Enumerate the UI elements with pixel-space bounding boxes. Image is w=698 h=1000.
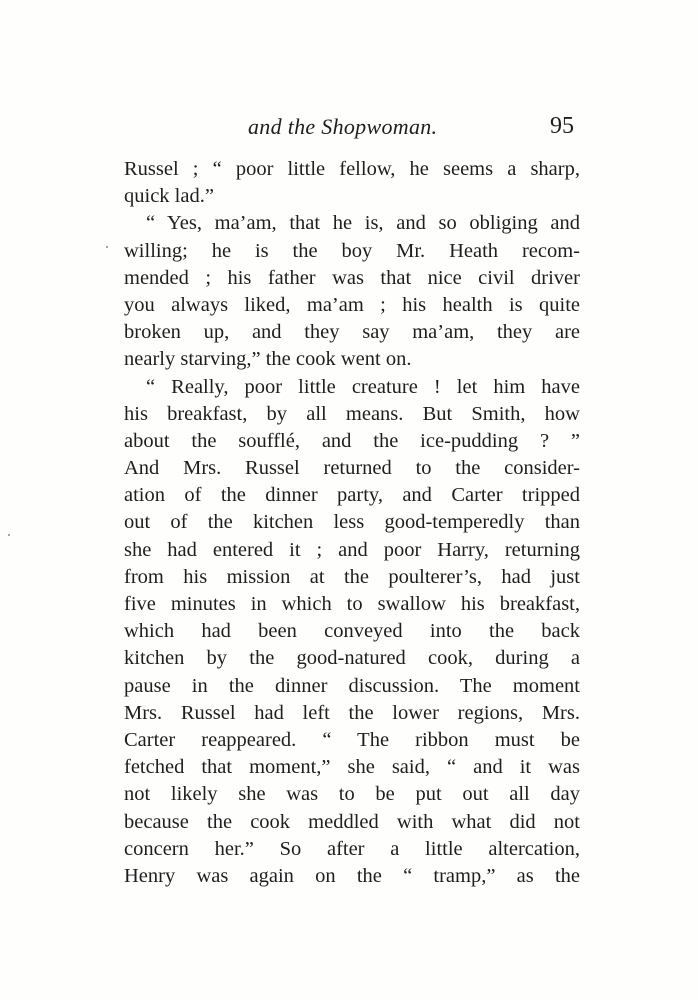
text-line: “ Yes, ma’am, that he is, and so obliging and (146, 212, 580, 235)
paper-speck (106, 246, 108, 248)
text-line: she had entered it ; and poor Harry, returning (124, 538, 580, 561)
text-line: Russel ; “ poor little fellow, he seems a sharp, (124, 158, 580, 180)
text-line: willing; he is the boy Mr. Heath recom- (124, 239, 580, 262)
text-line: not likely she was to be put out all day (124, 783, 580, 806)
text-line: concern her.” So after a little altercation, (124, 837, 580, 860)
page-number: 95 (550, 113, 574, 139)
text-line: because the cook meddled with what did not (124, 810, 580, 833)
body-text (124, 156, 580, 890)
text-line: you always liked, ma’am ; his health is quite (124, 293, 580, 316)
text-line: kitchen by the good-natured cook, during a (124, 647, 580, 670)
text-line: broken up, and they say ma’am, they are (124, 321, 580, 344)
text-line: “ Really, poor little creature ! let him have (146, 375, 580, 398)
text-line: nearly starving,” the cook went on. (124, 348, 412, 371)
text-line: about the soufflé, and the ice-pudding ? ” (124, 429, 580, 452)
text-line: And Mrs. Russel returned to the consider- (124, 457, 580, 480)
text-line: his breakfast, by all means. But Smith, how (124, 402, 580, 425)
text-line: ation of the dinner party, and Carter tripped (124, 484, 580, 507)
text-line: Carter reappeared. “ The ribbon must be (124, 728, 580, 751)
text-line: out of the kitchen less good-temperedly than (124, 511, 580, 534)
text-line: Mrs. Russel had left the lower regions, Mrs. (124, 701, 580, 724)
paper-speck (8, 534, 10, 536)
text-line: Henry was again on the “ tramp,” as the (124, 864, 580, 887)
text-line: fetched that moment,” she said, “ and it was (124, 756, 580, 779)
text-line: quick lad.” (124, 185, 214, 208)
running-head: and the Shopwoman. (248, 114, 438, 139)
text-line: mended ; his father was that nice civil driver (124, 266, 580, 289)
text-line: five minutes in which to swallow his breakfast, (124, 593, 580, 615)
text-line: pause in the dinner discussion. The moment (124, 674, 580, 697)
text-line: which had been conveyed into the back (124, 620, 580, 643)
text-line: from his mission at the poulterer’s, had just (124, 565, 580, 588)
